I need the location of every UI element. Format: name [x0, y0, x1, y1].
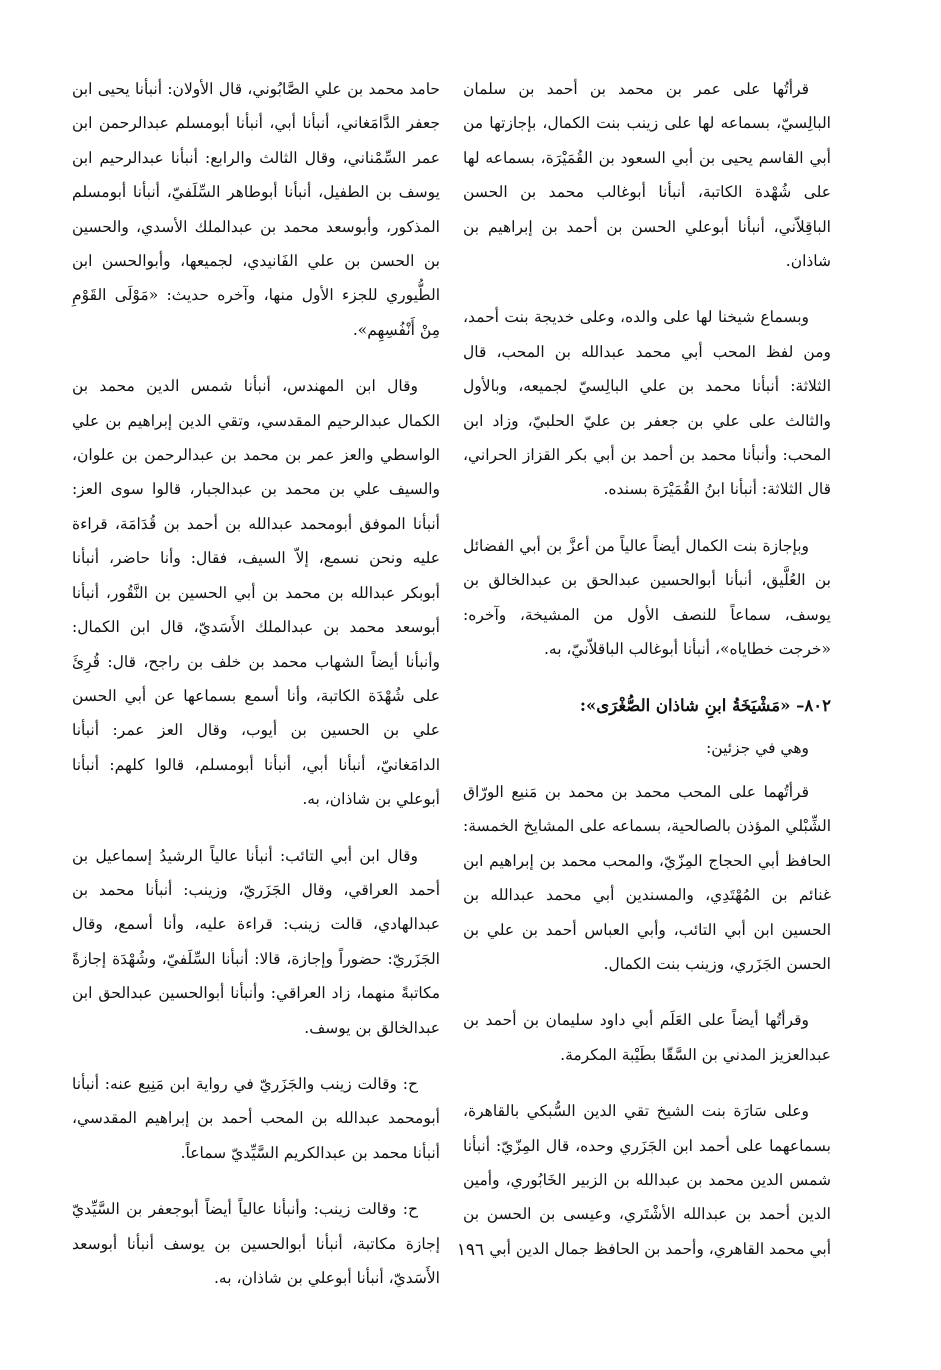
paragraph: وقرأتُها أيضاً على العَلَم أبي داود سليمان بن أحمد بن عبدالعزيز المدني بن السَّقّا بطَيْبة المكرمة.	[463, 1011, 831, 1064]
paragraph: وعلى سَارَة بنت الشيخ تقي الدين السُّبكي بالقاهرة، بسماعهما على أحمد ابن الجَزَري وحده، قال المِزّيّ: أنبأنا شمس الدين محمد بن عبدالله بن الزبير الخَابُوري، وأمين الدين أحمد بن عبدالله الأشْتَري، وعيسى بن الحسن بن أبي محمد القاهري، وأحمد بن الحافظ جمال الدين أبي	[463, 1102, 831, 1258]
paragraph: حامد محمد بن علي الصَّابُوني، قال الأولان: أنبأنا يحيى ابن جعفر الدَّامَغاني، أنبأنا أبي، أنبأنا أبومسلم عبدالرحمن ابن عمر السِّمْناني، وقال الثالث والرابع: أنبأنا عبدالرحيم ابن يوسف بن الطفيل، أنبأنا أبوطاهر السِّلَفيّ، أنبأنا أبومسلم المذكور، وأبوسعد محمد بن عبدالملك الأسدي، والحسين بن الحسن بن علي الفَانيدي، لجميعها، وأبوالحسن ابن الطُّيوري للجزء الأول منها، وآخره حديث: «مَوْلَى القَوْمِ مِنْ أَنْفُسِهِم».	[72, 80, 440, 339]
paragraph: قرأتُها على عمر بن محمد بن أحمد بن سلمان البالِسيّ، بسماعه لها على زينب بنت الكمال، بإجازتها من أبي القاسم يحيى بن أبي السعود بن القُمَيْرَة، بسماعه لها على شُهْدة الكاتبة، أنبأنا أبوغالب محمد بن الحسن الباقِلاّني، أنبأنا أبوعلي الحسن بن أحمد بن إبراهيم بن شاذان.	[463, 80, 831, 271]
paragraph: وبسماع شيخنا لها على والده، وعلى خديجة بنت أحمد، ومن لفظ المحب أبي محمد عبدالله بن المحب، قال الثلاثة: أنبأنا محمد بن علي البالِسيّ لجميعه، وبالأول والثالث على علي بن جعفر بن عليّ الحلبيّ، وزاد ابن المحب: وأنبأنا محمد بن أحمد بن أبي بكر القزاز الحراني، قال الثلاثة: أنبأنا ابنُ القُمَيْرَة بسنده.	[463, 308, 831, 499]
paragraph: وقال ابن أبي التائب: أنبأنا عالياً الرشيدُ إسماعيل بن أحمد العراقي، وقال الجَزَريّ، وزينب: أنبأنا محمد بن عبدالهادي، قالت زينب: قراءة عليه، وأنا أسمع، وقال الجَزَريّ: حضوراً وإجازة، قالا: أنبأنا السِّلَفيّ، وشُهْدَة إجازةً مكاتبةً منهما، زاد العراقي: وأنبأنا أبوالحسين عبدالحق ابن عبدالخالق بن يوسف.	[72, 846, 440, 1037]
right-column	[463, 72, 831, 1288]
paragraph: قرأتُهما على المحب محمد بن محمد بن مَنيع الورّاق الشِّبْلي المؤذن بالصالحية، بسماعه على المشايخ الخمسة: الحافظ أبي الحجاج المِزّيّ، والمحب محمد بن إبراهيم ابن غنائم بن المُهْتَدِي، والمسندين أبي محمد عبدالله بن الحسين ابن أبي التائب، وأبي العباس أحمد بن علي بن الحسن الجَزَري، وزينب بنت الكمال.	[463, 782, 831, 973]
paragraph: وهي في جزئين:	[706, 738, 809, 757]
left-column	[72, 72, 440, 1317]
page-number: ١٩٦	[456, 1240, 485, 1260]
section-heading: ٨٠٢– «مَشْيَخَةُ ابنِ شاذان الصُّغْرَى»:	[579, 695, 831, 715]
paragraph: ح: وقالت زينب: وأنبأنا عالياً أيضاً أبوجعفر بن السَّيِّديّ إجازة مكاتبة، أنبأنا أبوالحسين بن يوسف أنبأنا أبوسعد الأَسَديّ، أنبأنا أبوعلي بن شاذان، به.	[72, 1200, 440, 1287]
paragraph: ح: وقالت زينب والجَزَريّ في رواية ابن مَنِيع عنه: أنبأنا أبومحمد عبدالله بن المحب أحمد بن إبراهيم المقدسي، أنبأنا محمد بن عبدالكريم السَّيِّديّ سماعاً.	[72, 1074, 440, 1162]
paragraph: وبإجازة بنت الكمال أيضاً عالياً من أعزَّ بن أبي الفضائل بن العُلَّيق، أنبأنا أبوالحسين عبدالحق بن عبدالخالق بن يوسف، سماعاً للنصف الأول من المشيخة، وآخره: «خرجت خطاياه»، أنبأنا أبوغالب الباقلاّنيّ، به.	[463, 536, 831, 659]
paragraph: وقال ابن المهندس، أنبأنا شمس الدين محمد بن الكمال عبدالرحيم المقدسي، وتقي الدين إبراهيم بن علي الواسطي والعز عمر بن محمد بن عبدالرحمن بن علوان، والسيف علي بن محمد بن عبدالجبار، قالوا سوى العز: أنبأنا الموفق أبومحمد عبدالله بن أحمد بن قُدَامَة، قراءة عليه ونحن نسمع، إلاّ السيف، فقال: وأنا حاضر، أنبأنا أبوبكر عبدالله بن محمد بن أبي الحسين بن النَّقُور، أنبأنا أبوسعد محمد بن عبدالملك الأَسَديّ، قال ابن الكمال: وأنبأنا أيضاً الشهاب محمد بن خلف بن راجح، قال: قُرِئَ على شُهْدَة الكاتبة، وأنا أسمع بسماعها عن أبي الحسن علي بن الحسين بن أيوب، وقال العز عمر: أنبأنا الدامَغانيّ، أنبأنا أبي، أنبأنا أبومسلم، قالوا كلهم: أنبأنا أبوعلي بن شاذان، به.	[72, 377, 440, 809]
